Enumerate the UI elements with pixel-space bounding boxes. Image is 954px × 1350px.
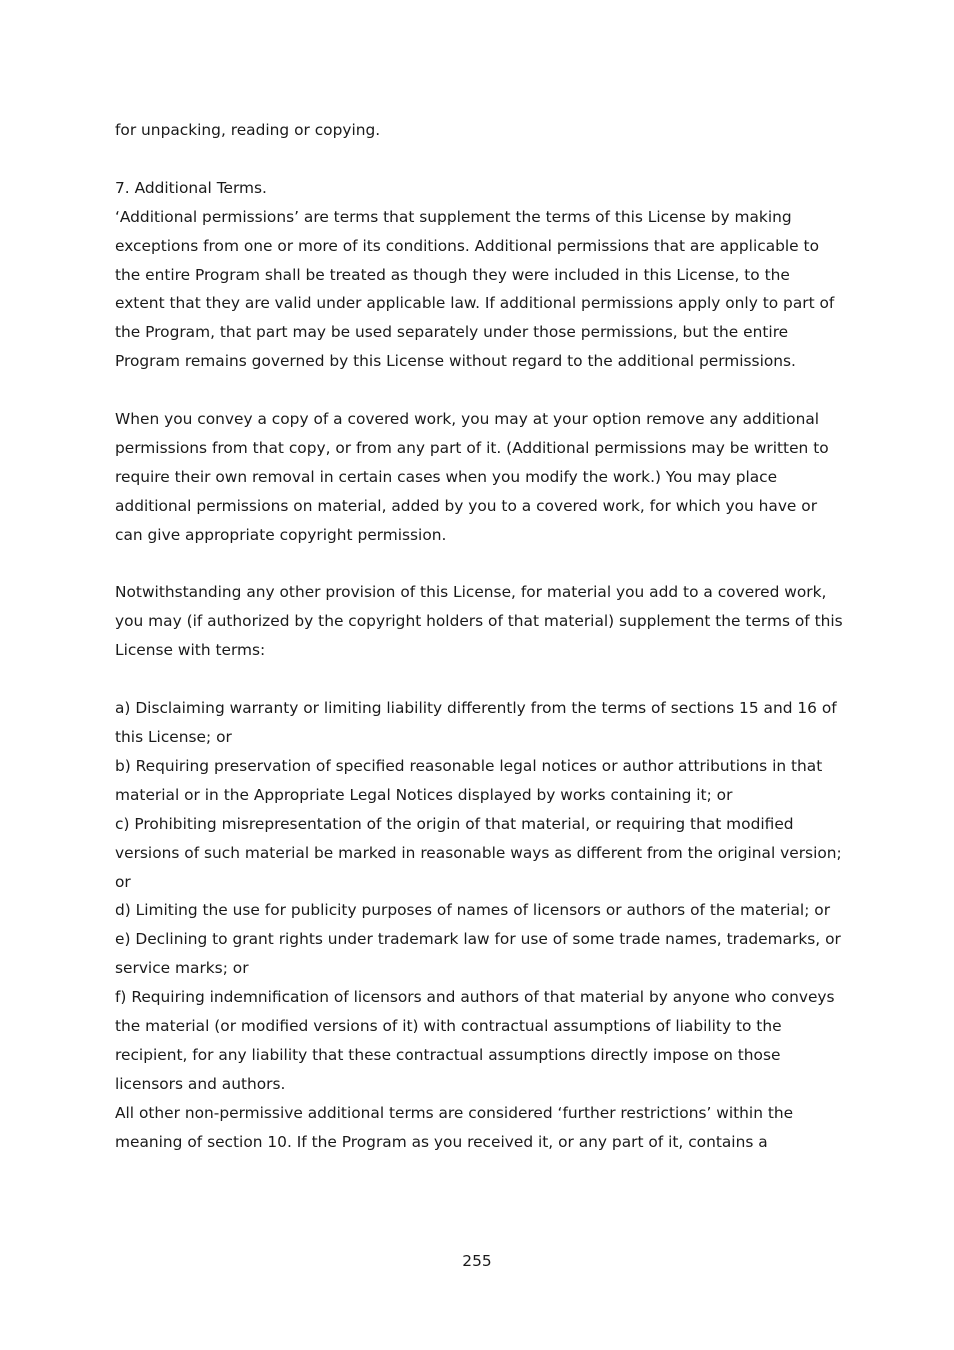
section-heading: 7. Additional Terms. (115, 178, 267, 197)
list-item: d) Limiting the use for publicity purposes of names of licensors or authors of the material; or (115, 901, 831, 920)
spacer (115, 145, 843, 174)
spacer (115, 665, 843, 694)
closing-paragraph: All other non-permissive additional terms are considered ‘further restrictions’ within the meaning of section 10. If the Program as you received it, or any part of it, contains a (115, 1103, 794, 1151)
list-item: c) Prohibiting misrepresentation of the origin of that material, or requiring that modified versions of such material be marked in reasonable ways as different from the original version; or (115, 814, 842, 891)
spacer (115, 550, 843, 579)
list-item: a) Disclaiming warranty or limiting liability differently from the terms of sections 15 and 16 of this License; or (115, 699, 837, 746)
paragraph: When you convey a copy of a covered work, you may at your option remove any additional permissions from that copy, or from any part of it. (Additional permissions may be written to require their own removal in certain cases when you modify the work.) You may place additional permissions on material, added by you to a covered work, for which you have or can give appropriate copyright permission. (115, 410, 829, 544)
list-item: e) Declining to grant rights under trademark law for use of some trade names, trademarks, or service marks; or (115, 930, 841, 978)
list-item: f) Requiring indemnification of licensors and authors of that material by anyone who conveys the material (or modified versions of it) with contractual assumptions of liability to the recipient, for any liability that these contractual assumptions directly impose on those licensors and authors. (115, 988, 835, 1093)
list-item: b) Requiring preservation of specified reasonable legal notices or author attributions in that material or in the Appropriate Legal Notices displayed by works containing it; or (115, 756, 823, 804)
lead-line: for unpacking, reading or copying. (115, 121, 381, 139)
page-number: 255 (462, 1252, 492, 1270)
spacer (115, 376, 843, 405)
document-body (115, 116, 843, 1157)
paragraph: Notwithstanding any other provision of this License, for material you add to a covered work, you may (if authorized by the copyright holders of that material) supplement the terms of this License with terms: (115, 583, 843, 660)
paragraph: ‘Additional permissions’ are terms that supplement the terms of this License by making exceptions from one or more of its conditions. Additional permissions that are applicable to the entire Program shall be treated as though they were included in this License, to the extent that they are valid under applicable law. If additional permissions apply only to part of the Program, that part may be used separately under those permissions, but the entire Program remains governed by this License without regard to the additional permissions. (115, 207, 835, 371)
